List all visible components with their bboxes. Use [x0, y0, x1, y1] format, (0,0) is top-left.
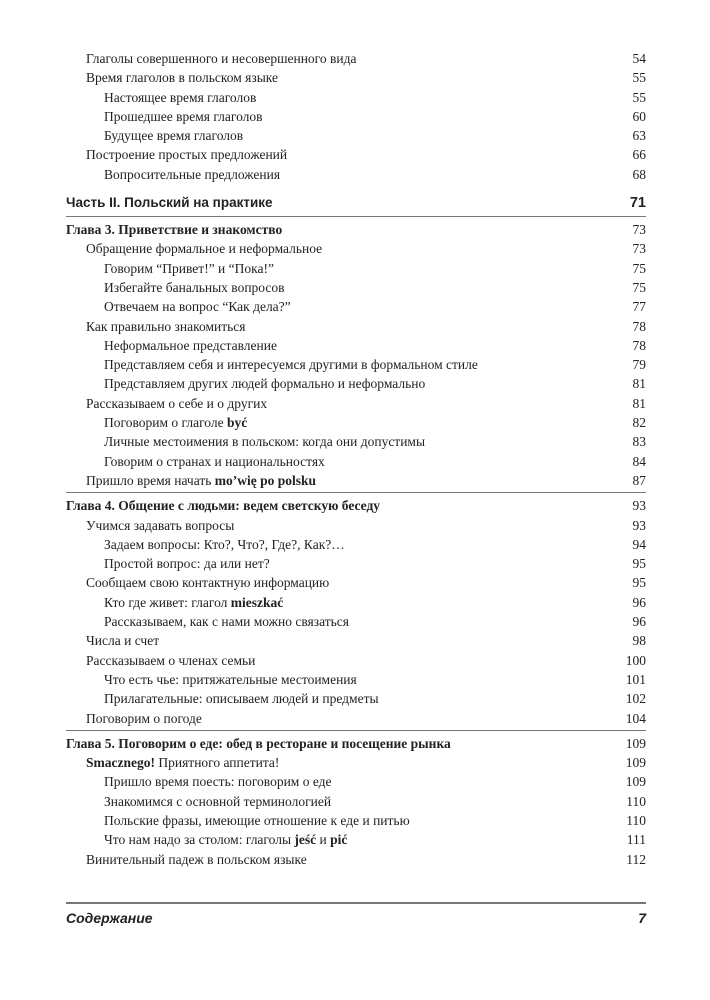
- toc-entry-text: Отвечаем на вопрос “Как дела?”: [104, 299, 291, 315]
- toc-entry-page: 71: [629, 195, 646, 212]
- toc-entry-title: [104, 593, 283, 612]
- toc-entry: [66, 593, 646, 612]
- toc-entry-title: [104, 297, 291, 316]
- toc-entry: [66, 612, 646, 631]
- toc-entry: [66, 165, 646, 184]
- toc-entry-title: [104, 792, 331, 811]
- toc-entry-page: 84: [632, 453, 646, 469]
- toc-entry-emphasis: mieszkać: [230, 594, 284, 610]
- toc-entry-emphasis: Smacznego!: [86, 755, 155, 771]
- toc-entry-text: Будущее время глаголов: [104, 128, 244, 144]
- toc-entry-page: 109: [625, 735, 646, 751]
- toc-entry-text: Сообщаем свою контактную информацию: [86, 575, 330, 591]
- toc-entry-text: Часть II. Польский на практике: [66, 195, 273, 211]
- toc-entry-title: [86, 239, 322, 258]
- toc-entry: [66, 68, 646, 87]
- toc-entry: [66, 631, 646, 650]
- toc-entry-text: Польские фразы, имеющие отношение к еде и питью: [104, 812, 410, 828]
- toc-entry-page: 55: [632, 70, 646, 86]
- toc-chapter-heading: [66, 220, 646, 239]
- toc-entry-page: 54: [632, 51, 646, 66]
- toc-entry-title: [104, 374, 425, 393]
- toc-entry-page: 95: [632, 556, 646, 572]
- toc-entry-text: Время глаголов в польском языке: [86, 70, 279, 86]
- toc-entry-title: [104, 165, 280, 184]
- toc-entry-title: [66, 734, 451, 753]
- toc-entry: [66, 49, 646, 68]
- toc-entry: [66, 126, 646, 145]
- toc-entry-text: и: [316, 832, 331, 848]
- toc-entry: [66, 374, 646, 393]
- toc-entry-text: Представляем себя и интересуемся другими в формальном стиле: [104, 357, 478, 373]
- toc-entry-text: Рассказываем о себе и о других: [86, 395, 268, 411]
- toc-entry-page: 81: [632, 395, 646, 411]
- toc-entry-text: Вопросительные предложения: [104, 166, 281, 182]
- toc-entry-page: 96: [632, 614, 646, 630]
- toc-entry-page: 102: [625, 691, 646, 707]
- toc-entry-page: 78: [632, 337, 646, 353]
- toc-entry-page: 73: [632, 241, 646, 257]
- toc-entry-text: Представляем других людей формально и неформально: [104, 376, 426, 392]
- toc-entry: [66, 355, 646, 374]
- toc-entry-title: [86, 516, 234, 535]
- toc-entry-page: 112: [626, 851, 646, 867]
- toc-entry-text: Поговорим о глаголе: [104, 415, 227, 431]
- toc-entry-text: Как правильно знакомиться: [86, 318, 246, 334]
- toc-entry: [66, 792, 646, 811]
- toc-entry-text: Глава 3. Приветствие и знакомство: [66, 222, 283, 238]
- toc-entry-page: 82: [632, 415, 646, 431]
- toc-entry-text: Поговорим о погоде: [86, 710, 202, 726]
- toc-entry-text: Обращение формальное и неформальное: [86, 241, 323, 257]
- toc-entry-page: 75: [632, 279, 646, 295]
- toc-entry-page: 77: [632, 299, 646, 315]
- toc-entry: [66, 239, 646, 258]
- toc-entry: [66, 573, 646, 592]
- toc-entry-title: [86, 651, 255, 670]
- toc-entry-page: 95: [632, 575, 646, 591]
- toc-entry-page: 79: [632, 357, 646, 373]
- toc-entry-text: Неформальное представление: [104, 337, 277, 353]
- toc-entry: [66, 88, 646, 107]
- toc-entry: [66, 317, 646, 336]
- toc-entry: [66, 850, 646, 869]
- toc-entry-text: Что есть чье: притяжательные местоимения: [104, 671, 357, 687]
- toc-entry-text: Пришло время начать: [86, 472, 215, 488]
- toc-entry-emphasis: jeść: [294, 832, 317, 848]
- toc-entry-page: 78: [632, 318, 646, 334]
- toc-entry-title: [104, 88, 256, 107]
- toc-entry: [66, 394, 646, 413]
- toc-entry: [66, 471, 646, 490]
- toc-entry-page: 83: [632, 434, 646, 450]
- toc-chapter-heading: [66, 496, 646, 515]
- toc-entry-text: Пришло время поесть: поговорим о еде: [104, 774, 332, 790]
- toc-entry-page: 94: [632, 536, 646, 552]
- toc-entry: [66, 452, 646, 471]
- toc-entry-page: 101: [625, 671, 646, 687]
- toc-entry-text: Прошедшее время глаголов: [104, 108, 263, 124]
- toc-entry-page: 111: [626, 832, 646, 848]
- toc-entry: [66, 278, 646, 297]
- toc-entry-title: [104, 554, 270, 573]
- toc-entry-page: 109: [625, 774, 646, 790]
- toc-part-heading: [66, 193, 646, 213]
- toc-entry-page: 75: [632, 260, 646, 276]
- toc-entry-text: Настоящее время глаголов: [104, 89, 257, 105]
- toc-entry: [66, 772, 646, 791]
- toc-entry-page: 96: [632, 594, 646, 610]
- toc-entry: [66, 709, 646, 728]
- toc-entry-title: [104, 336, 277, 355]
- table-of-contents: [66, 49, 646, 869]
- toc-entry-title: [104, 259, 274, 278]
- toc-entry-text: Избегайте банальных вопросов: [104, 279, 285, 295]
- toc-entry-text: Числа и счет: [86, 633, 160, 649]
- toc-entry-title: [86, 709, 202, 728]
- toc-entry: [66, 297, 646, 316]
- toc-entry-text: Рассказываем, как с нами можно связаться: [104, 614, 349, 630]
- toc-entry-title: [86, 145, 287, 164]
- toc-entry: [66, 753, 646, 772]
- toc-entry-text: Глаголы совершенного и несовершенного вида: [86, 51, 357, 66]
- toc-entry-text: Приятного аппетита!: [154, 755, 280, 771]
- toc-entry: [66, 670, 646, 689]
- toc-entry-text: Винительный падеж в польском языке: [86, 851, 307, 867]
- toc-entry-emphasis: być: [226, 415, 248, 431]
- toc-entry: [66, 554, 646, 573]
- toc-entry-page: 66: [632, 147, 646, 163]
- toc-entry-text: Прилагательные: описываем людей и предметы: [104, 691, 379, 707]
- toc-entry-title: [104, 612, 349, 631]
- toc-entry-title: [104, 452, 325, 471]
- toc-entry-title: [86, 68, 278, 87]
- toc-entry-text: Глава 5. Поговорим о еде: обед в ресторане и посещение рынка: [66, 735, 451, 751]
- toc-entry-page: 60: [632, 108, 646, 124]
- toc-entry-text: Знакомимся с основной терминологией: [104, 793, 332, 809]
- toc-entry-text: Личные местоимения в польском: когда они допустимы: [104, 434, 426, 450]
- toc-entry: [66, 259, 646, 278]
- toc-entry-title: [86, 49, 356, 68]
- toc-entry-page: 100: [625, 652, 646, 668]
- toc-entry: [66, 651, 646, 670]
- toc-entry-title: [86, 573, 329, 592]
- toc-chapter-heading: [66, 734, 646, 753]
- toc-entry-title: [104, 811, 410, 830]
- toc-entry-title: [86, 394, 267, 413]
- toc-entry-text: Глава 4. Общение с людьми: ведем светскую беседу: [66, 498, 381, 514]
- toc-entry-title: [104, 689, 379, 708]
- toc-entry-page: 110: [626, 812, 646, 828]
- toc-entry-title: [104, 278, 285, 297]
- toc-entry-text: Рассказываем о членах семьи: [86, 652, 256, 668]
- toc-entry-page: 68: [632, 166, 646, 182]
- toc-entry-title: [104, 535, 345, 554]
- toc-entry-title: [104, 107, 263, 126]
- toc-entry-title: [86, 631, 159, 650]
- toc-entry-title: [104, 432, 425, 451]
- toc-entry-title: [104, 355, 478, 374]
- toc-entry: [66, 145, 646, 164]
- toc-entry-text: Построение простых предложений: [86, 147, 288, 163]
- toc-entry-page: 63: [632, 128, 646, 144]
- toc-entry-text: Учимся задавать вопросы: [86, 517, 235, 533]
- toc-entry-title: [66, 496, 380, 515]
- toc-entry-title: [86, 471, 316, 490]
- footer-section-title: Содержание: [66, 910, 153, 926]
- toc-entry: [66, 107, 646, 126]
- toc-entry-title: [66, 193, 273, 213]
- toc-entry: [66, 516, 646, 535]
- toc-entry-title: [86, 850, 307, 869]
- toc-entry-page: 98: [632, 633, 646, 649]
- toc-entry-page: 93: [632, 498, 646, 514]
- toc-entry-title: [66, 220, 282, 239]
- toc-entry-page: 104: [625, 710, 646, 726]
- toc-entry-page: 110: [626, 793, 646, 809]
- toc-entry: [66, 811, 646, 830]
- toc-entry-page: 87: [632, 472, 646, 488]
- toc-entry: [66, 830, 646, 849]
- toc-entry-text: Говорим “Привет!” и “Пока!”: [104, 260, 274, 276]
- toc-entry-page: 109: [625, 755, 646, 771]
- toc-entry-page: 81: [632, 376, 646, 392]
- toc-entry: [66, 413, 646, 432]
- footer-page-number: 7: [638, 910, 646, 926]
- toc-entry: [66, 535, 646, 554]
- toc-entry-title: [86, 317, 246, 336]
- toc-entry-page: 73: [632, 222, 646, 238]
- toc-entry: [66, 336, 646, 355]
- toc-entry-text: Кто где живет: глагол: [104, 594, 231, 610]
- toc-entry-title: [86, 753, 279, 772]
- toc-entry-title: [104, 670, 357, 689]
- toc-entry-text: Простой вопрос: да или нет?: [104, 556, 270, 572]
- toc-entry-emphasis: mo’wię po polsku: [214, 472, 317, 488]
- toc-entry-title: [104, 772, 332, 791]
- toc-entry-page: 93: [632, 517, 646, 533]
- toc-entry-emphasis: pić: [330, 832, 348, 848]
- toc-entry: [66, 432, 646, 451]
- page-footer: [66, 902, 646, 926]
- toc-entry: [66, 689, 646, 708]
- toc-entry-title: [104, 413, 247, 432]
- toc-entry-text: Что нам надо за столом: глаголы: [104, 832, 295, 848]
- toc-entry-title: [104, 126, 243, 145]
- toc-entry-text: Задаем вопросы: Кто?, Что?, Где?, Как?…: [104, 536, 345, 552]
- toc-entry-page: 55: [632, 89, 646, 105]
- toc-entry-title: [104, 830, 347, 849]
- toc-entry-text: Говорим о странах и национальностях: [104, 453, 325, 469]
